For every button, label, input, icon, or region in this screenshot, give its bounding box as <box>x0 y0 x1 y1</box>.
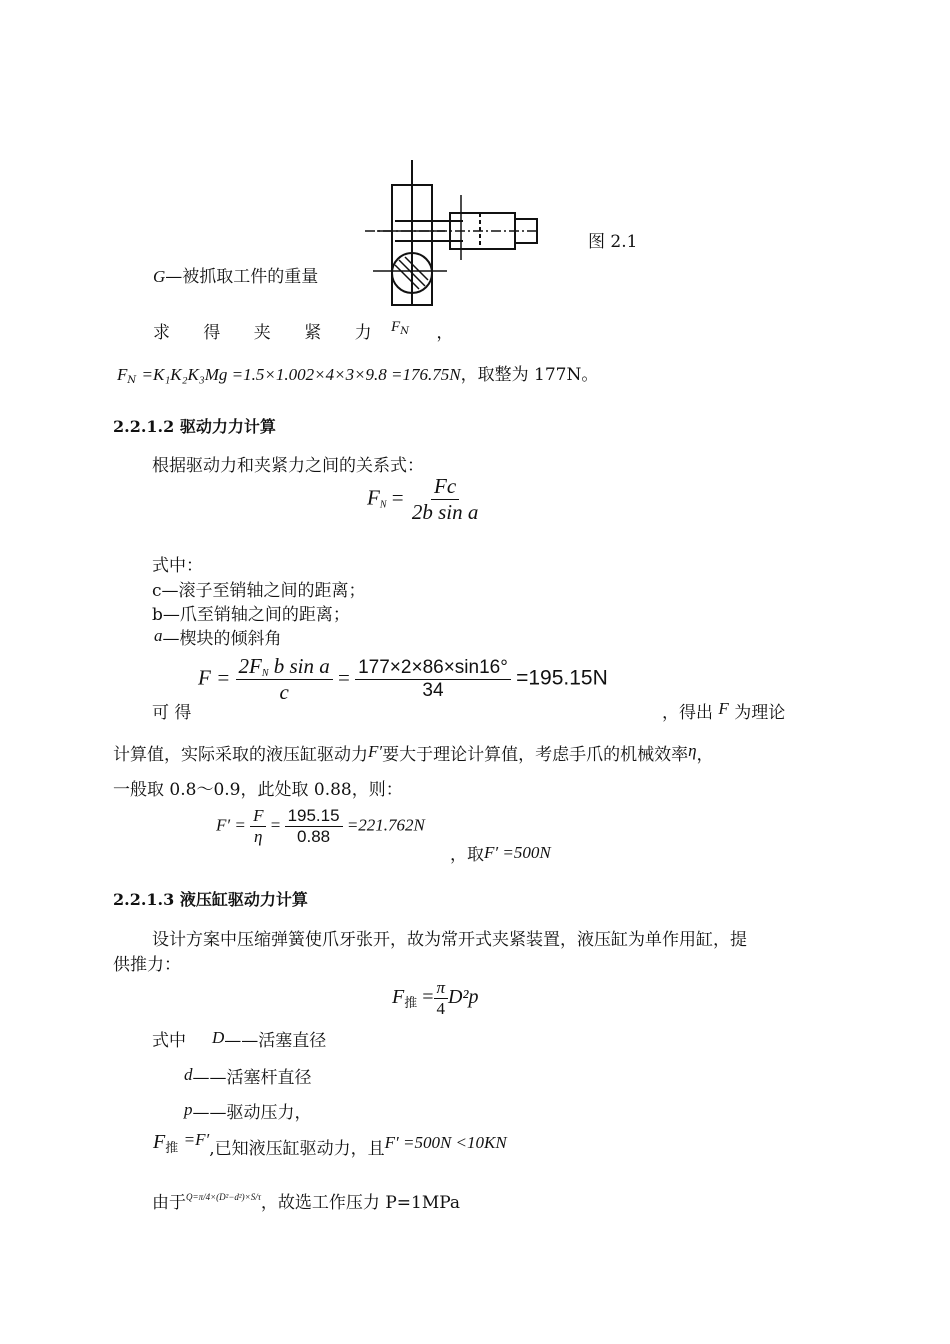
figure-2-1-drawing <box>365 155 555 310</box>
result2-value: =221.762N <box>346 815 425 835</box>
clamp-force-line <box>153 318 453 344</box>
defs-d-description: ——活塞杆直径 <box>192 1068 312 1088</box>
para3-line1: 设计方案中压缩弹簧使爪牙张开，故为常开式夹紧装置，液压缸为单作用缸，提 <box>152 930 747 950</box>
known-and: ，且 <box>350 1139 385 1159</box>
push-rhs: D²p <box>448 986 479 1009</box>
where-title: 式中： <box>152 556 203 576</box>
push-lhs: F <box>392 986 405 1009</box>
result2-num2: 195.15 <box>285 806 343 827</box>
relation-eq: = <box>391 485 404 510</box>
result1-tail-a: ，得出 <box>662 703 713 723</box>
where-a <box>154 624 282 649</box>
para2-eta: η <box>688 741 697 760</box>
last-line <box>152 1188 460 1213</box>
result1-num1-rest: b sin a <box>268 654 330 678</box>
result2-lhs: F′ = <box>216 815 246 835</box>
result2-fraction-2 <box>285 806 343 847</box>
push-denominator: 4 <box>436 999 446 1018</box>
where-a-symbol: a <box>154 626 163 645</box>
g-description: —被抓取工件的重量 <box>165 267 319 287</box>
fn-round: ，取整为 177N。 <box>460 365 599 385</box>
result1-tail <box>662 698 785 723</box>
defs-D <box>212 1023 327 1051</box>
clamp-symbol-sub: N <box>400 326 409 337</box>
weight-definition <box>153 262 318 287</box>
result2-eq: = <box>270 815 281 835</box>
where-c: c—滚子至销轴之间的距离； <box>152 581 366 601</box>
result2-take-expr: F′ =500N <box>484 843 551 862</box>
clamp-comma: ， <box>436 323 454 343</box>
result1-den1: c <box>279 680 289 704</box>
result2-take <box>450 840 551 865</box>
defs-p <box>184 1095 312 1123</box>
para2-line1-b: 要大于理论计算值，考虑手爪的机械效率 <box>382 745 689 765</box>
result2-num1: F <box>250 806 266 827</box>
fn-lhs: F <box>117 365 128 384</box>
result2-formula <box>216 806 425 847</box>
figure-caption: 图 2.1 <box>588 232 638 252</box>
relation-numerator: Fc <box>431 474 459 500</box>
last-text: ，故选工作压力 P=1MPa <box>260 1193 461 1213</box>
relation-lhs: F <box>367 485 380 510</box>
fn-expression: =K₁K₂K₃Mg =1.5×1.002×4×3×9.8 =176.75N <box>141 365 461 384</box>
known-text: ,已知液压缸驱动力 <box>209 1139 351 1159</box>
para2-line1-a: 计算值，实际采取的液压缸驱动力 <box>113 745 368 765</box>
last-lead: 由于 <box>152 1193 186 1213</box>
result1-tail-b: 为理论 <box>734 703 786 723</box>
result1-den2: 34 <box>422 680 444 701</box>
push-lhs-sub: 推 <box>404 995 418 1011</box>
result1-lhs: F = <box>198 665 231 690</box>
fn-lhs-sub: N <box>127 375 137 386</box>
push-formula <box>392 978 479 1019</box>
relation-formula <box>367 474 481 525</box>
result1-num1-sub: N <box>261 668 269 679</box>
defs-d-symbol: d <box>184 1065 193 1084</box>
push-numerator: π <box>434 978 449 999</box>
defs-lead: 式中 <box>152 1031 186 1051</box>
para2-line1 <box>113 740 714 765</box>
result1-num1: 2F <box>238 654 262 678</box>
result2-den2: 0.88 <box>297 827 331 846</box>
clamp-symbol: F <box>391 319 401 335</box>
para2-f-prime: F′ <box>368 742 383 761</box>
relation-lhs-sub: N <box>379 499 387 511</box>
defs-D-description: ——活塞直径 <box>224 1031 327 1051</box>
result2-take-label: ，取 <box>450 845 484 865</box>
result1-formula <box>198 654 608 705</box>
result1-fraction-2 <box>355 657 511 702</box>
defs-d <box>184 1060 312 1088</box>
section-heading-2213: 2.2.1.3 液压缸驱动力计算 <box>113 890 308 909</box>
result1-value: =195.15N <box>516 666 608 690</box>
para2-line1-c: ， <box>696 745 714 765</box>
fn-computation <box>117 360 598 386</box>
result1-num2: 177×2×86×sin16° <box>355 657 511 680</box>
result1-lead: 可 得 <box>152 703 192 723</box>
known-lhs: F <box>153 1131 166 1153</box>
where-a-description: —楔块的倾斜角 <box>162 629 282 649</box>
g-symbol: G <box>153 267 166 286</box>
para3-line2: 供推力： <box>113 955 181 975</box>
relation-denominator: 2b sin a <box>411 500 479 524</box>
defs-p-description: ——驱动压力， <box>192 1103 312 1123</box>
para2-line2: 一般取 0.8～0.9，此处取 0.88，则： <box>113 780 403 800</box>
result1-tail-symbol: F <box>718 699 729 718</box>
result2-den1: η <box>254 827 263 846</box>
defs-p-symbol: p <box>184 1100 193 1119</box>
known-lhs-sub: 推 <box>165 1141 179 1156</box>
relation-intro: 根据驱动力和夹紧力之间的关系式： <box>152 456 424 476</box>
result2-fraction-1 <box>250 806 266 847</box>
result1-eq: = <box>338 665 350 690</box>
last-formula: Q=π/4×(D²−d²)×S/τ <box>186 1192 261 1202</box>
known-line <box>153 1128 507 1159</box>
defs-D-symbol: D <box>212 1028 225 1047</box>
push-eq: = <box>422 986 434 1009</box>
relation-fraction <box>409 474 482 525</box>
section-heading-2212: 2.2.1.2 驱动力力计算 <box>113 417 276 436</box>
where-b: b—爪至销轴之间的距离； <box>152 605 350 625</box>
known-expression: F′ =500N <10KN <box>384 1133 507 1152</box>
known-eq: =F′ <box>183 1130 210 1149</box>
clamp-label: 求 得 夹 紧 力 <box>153 323 386 343</box>
result1-fraction-1 <box>236 654 333 705</box>
push-fraction <box>434 978 449 1019</box>
